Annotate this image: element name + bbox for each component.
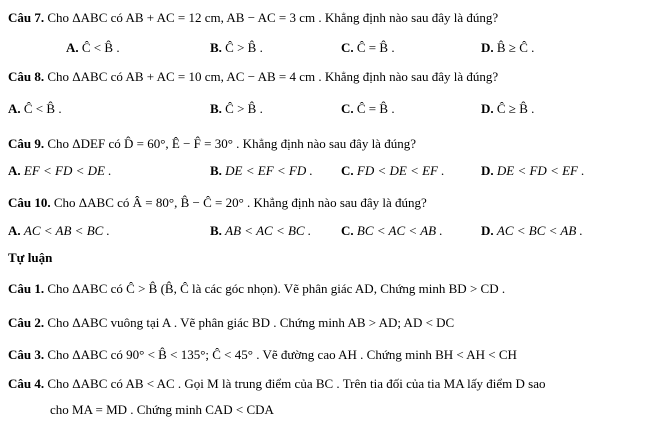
question-7-option-b[interactable]	[210, 40, 263, 56]
option-label: A.	[8, 223, 21, 238]
question-9-label: Câu 9.	[8, 136, 45, 151]
option-label: B.	[210, 163, 222, 178]
option-text: B̂ ≥ Ĉ .	[496, 40, 535, 55]
option-text: AB < AC < BC .	[225, 223, 312, 238]
question-10-option-c[interactable]	[341, 223, 443, 239]
option-text: BC < AC < AB .	[356, 223, 443, 238]
question-7-text: Cho ΔABC có AB + AC = 12 cm, AB − AC = 3 cm . Khẳng định nào sau đây là đúng?	[44, 10, 499, 25]
option-text: Ĉ > B̂ .	[225, 40, 263, 55]
question-10-option-b[interactable]	[210, 223, 311, 239]
essay-question-4	[8, 376, 546, 392]
question-10-label: Câu 10.	[8, 195, 51, 210]
option-label: C.	[341, 223, 354, 238]
option-text: AC < BC < AB .	[496, 223, 583, 238]
option-text: EF < FD < DE .	[23, 163, 112, 178]
essay-question-3	[8, 347, 517, 363]
option-label: B.	[210, 223, 222, 238]
essay-2-text: Cho ΔABC vuông tại A . Vẽ phân giác BD . Chứng minh AB > AD; AD < DC	[44, 315, 455, 330]
question-8-option-c[interactable]	[341, 101, 395, 117]
option-label: A.	[66, 40, 79, 55]
essay-question-2	[8, 315, 454, 331]
essay-question-4-continued: cho MA = MD . Chứng minh CAD < CDA	[50, 402, 274, 417]
option-label: C.	[341, 40, 354, 55]
option-text: DE < FD < EF .	[496, 163, 585, 178]
option-label: D.	[481, 163, 494, 178]
option-label: C.	[341, 101, 354, 116]
question-7-option-a[interactable]	[66, 40, 120, 56]
essay-3-text: Cho ΔABC có 90° < B̂ < 135°; Ĉ < 45° . Vẽ đường cao AH . Chứng minh BH < AH < CH	[44, 347, 517, 362]
essay-question-1	[8, 281, 505, 297]
option-text: Ĉ > B̂ .	[225, 101, 263, 116]
essay-2-label: Câu 2.	[8, 315, 45, 330]
option-label: D.	[481, 101, 494, 116]
question-9-option-a[interactable]	[8, 163, 111, 179]
option-text: Ĉ = B̂ .	[356, 101, 395, 116]
question-7-option-c[interactable]	[341, 40, 395, 56]
section-title: Tự luận	[8, 250, 53, 265]
question-7-option-d[interactable]	[481, 40, 534, 56]
essay-1-text: Cho ΔABC có Ĉ > B̂ (B̂, Ĉ là các góc nhọn). Vẽ phân giác AD, Chứng minh BD > CD .	[44, 281, 506, 296]
option-text: Ĉ = B̂ .	[356, 40, 395, 55]
question-10-option-a[interactable]	[8, 223, 110, 239]
question-8	[8, 69, 498, 85]
option-label: A.	[8, 101, 21, 116]
essay-4-text: Cho ΔABC có AB < AC . Gọi M là trung điểm của BC . Trên tia đối của tia MA lấy điểm D sao	[44, 376, 546, 391]
essay-1-label: Câu 1.	[8, 281, 45, 296]
option-label: B.	[210, 40, 222, 55]
question-9-option-d[interactable]	[481, 163, 584, 179]
question-8-label: Câu 8.	[8, 69, 45, 84]
question-9	[8, 136, 416, 152]
question-8-option-d[interactable]	[481, 101, 534, 117]
question-8-option-a[interactable]	[8, 101, 62, 117]
question-10-option-d[interactable]	[481, 223, 583, 239]
option-label: C.	[341, 163, 354, 178]
option-label: D.	[481, 223, 494, 238]
essay-3-label: Câu 3.	[8, 347, 45, 362]
question-8-text: Cho ΔABC có AB + AC = 10 cm, AC − AB = 4 cm . Khẳng định nào sau đây là đúng?	[44, 69, 499, 84]
option-text: FD < DE < EF .	[356, 163, 445, 178]
question-7	[8, 10, 498, 26]
question-7-label: Câu 7.	[8, 10, 45, 25]
question-8-option-b[interactable]	[210, 101, 263, 117]
option-text: Ĉ ≥ B̂ .	[496, 101, 535, 116]
essay-4-label: Câu 4.	[8, 376, 45, 391]
question-9-text: Cho ΔDEF có D̂ = 60°, Ê − F̂ = 30° . Khẳng định nào sau đây là đúng?	[44, 136, 416, 151]
option-label: B.	[210, 101, 222, 116]
option-text: DE < EF < FD .	[225, 163, 313, 178]
option-label: D.	[481, 40, 494, 55]
question-10	[8, 195, 427, 211]
option-label: A.	[8, 163, 21, 178]
option-text: AC < AB < BC .	[23, 223, 110, 238]
option-text: Ĉ < B̂ .	[23, 101, 62, 116]
question-10-text: Cho ΔABC có Â = 80°, B̂ − Ĉ = 20° . Khẳng định nào sau đây là đúng?	[50, 195, 427, 210]
question-9-option-b[interactable]	[210, 163, 313, 179]
question-9-option-c[interactable]	[341, 163, 444, 179]
option-text: Ĉ < B̂ .	[81, 40, 120, 55]
